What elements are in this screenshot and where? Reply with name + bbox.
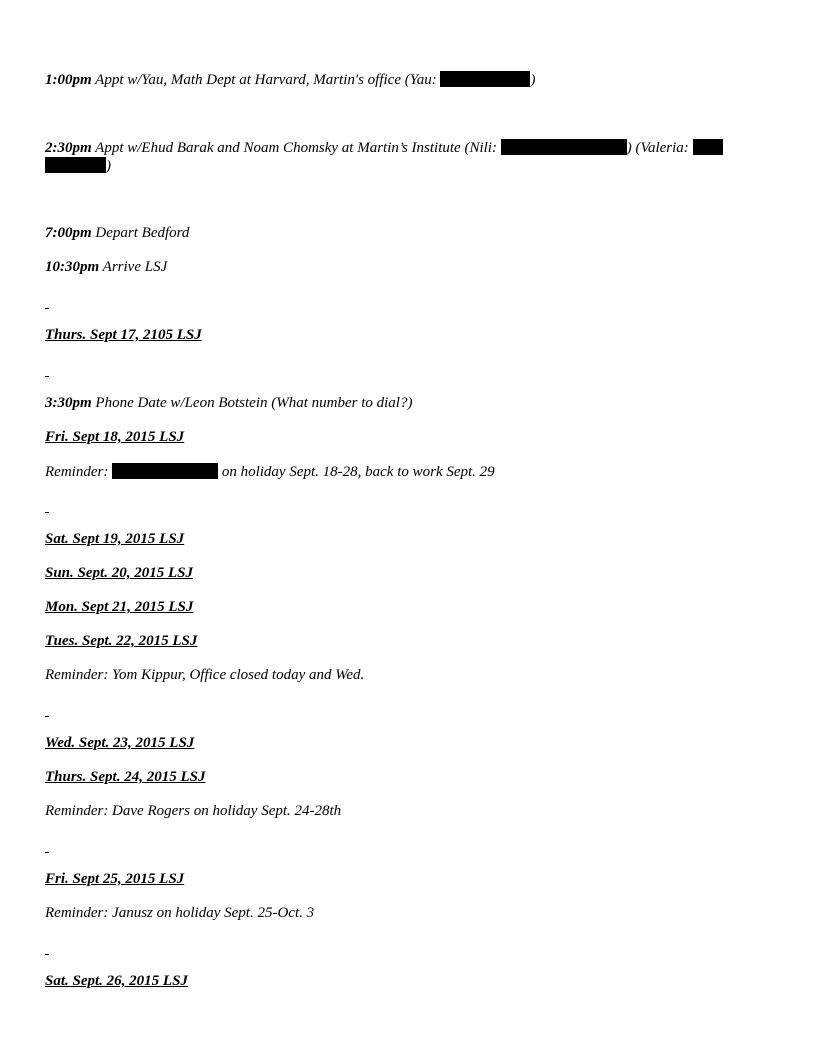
reminder-yom-kippur: Reminder: Yom Kippur, Office closed today and Wed. [45, 667, 365, 683]
empty-line-marker [45, 308, 49, 309]
reminder-janusz: Reminder: Janusz on holiday Sept. 25-Oct. 3 [45, 905, 315, 921]
reminder-dave-rogers: Reminder: Dave Rogers on holiday Sept. 24-28th [45, 803, 342, 819]
date-heading: Fri. Sept 18, 2015 LSJ [45, 429, 185, 445]
entry-text: Depart Bedford [91, 225, 190, 241]
date-heading: Sat. Sept 19, 2015 LSJ [45, 531, 185, 547]
date-heading: Fri. Sept 25, 2015 LSJ [45, 871, 185, 887]
entry-text: Phone Date w/Leon Botstein (What number to dial?) [91, 395, 413, 411]
reminder-prefix: Reminder: [45, 464, 113, 480]
time-label: 1:00pm [45, 72, 92, 88]
redaction-block [45, 157, 106, 173]
redaction-block [112, 463, 218, 479]
appointment-barak [45, 139, 723, 157]
empty-line-marker [45, 716, 49, 717]
redaction-block [440, 71, 530, 87]
time-label: 10:30pm [45, 259, 100, 275]
closing-paren: ) [530, 72, 536, 88]
closing-paren: ) [106, 158, 111, 174]
appointment-text-mid: ) (Valeria: [626, 140, 693, 156]
empty-line-marker [45, 954, 49, 955]
reminder-suffix: on holiday Sept. 18-28, back to work Sept. 29 [218, 464, 495, 480]
redaction-block [501, 139, 627, 155]
departure-entry [45, 225, 189, 242]
appointment-barak-continued [45, 157, 111, 175]
appointment-yau [45, 71, 535, 89]
date-heading: Sun. Sept. 20, 2015 LSJ [45, 565, 193, 581]
reminder-holiday [45, 463, 495, 481]
date-heading: Sat. Sept. 26, 2015 LSJ [45, 973, 188, 989]
date-heading: Wed. Sept. 23, 2015 LSJ [45, 735, 195, 751]
phone-date-entry [45, 395, 412, 412]
date-heading: Thurs. Sept 17, 2105 LSJ [45, 327, 202, 343]
time-label: 2:30pm [45, 140, 92, 156]
redaction-block [693, 139, 723, 155]
date-heading: Tues. Sept. 22, 2015 LSJ [45, 633, 198, 649]
empty-line-marker [45, 852, 49, 853]
empty-line-marker [45, 376, 49, 377]
empty-line-marker [45, 512, 49, 513]
entry-text: Arrive LSJ [99, 259, 168, 275]
appointment-text: Appt w/Yau, Math Dept at Harvard, Martin's office (Yau: [91, 72, 441, 88]
arrival-entry [45, 259, 167, 276]
date-heading: Thurs. Sept. 24, 2015 LSJ [45, 769, 206, 785]
time-label: 7:00pm [45, 225, 92, 241]
time-label: 3:30pm [45, 395, 92, 411]
appointment-text: Appt w/Ehud Barak and Noam Chomsky at Martin’s Institute (Nili: [91, 140, 501, 156]
date-heading: Mon. Sept 21, 2015 LSJ [45, 599, 194, 615]
